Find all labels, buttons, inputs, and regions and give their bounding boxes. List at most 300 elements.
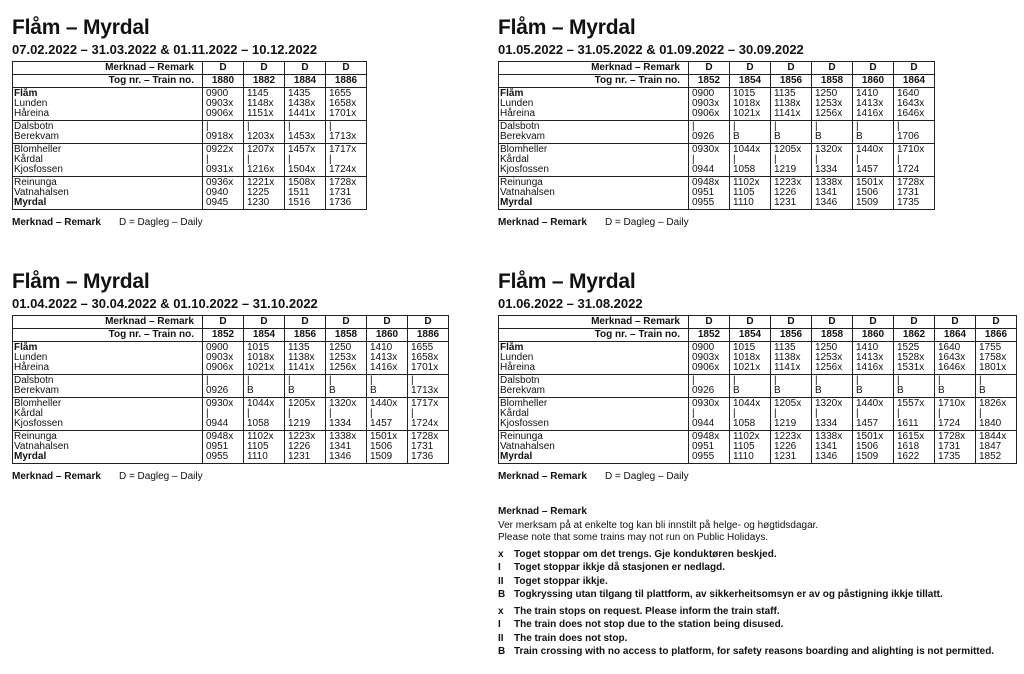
panel-date-range: 01.04.2022 – 30.04.2022 & 01.10.2022 – 31.10.2022: [12, 296, 318, 311]
departure-times: [894, 121, 935, 144]
timetable-panel-winter: [12, 16, 367, 228]
departure-time: 1138x: [774, 352, 801, 363]
departure-time: 1256x: [329, 362, 357, 373]
departure-times: [367, 398, 408, 431]
departure-time: 1701x: [411, 362, 439, 373]
remark-item: [498, 633, 1018, 646]
remark-legend: [498, 471, 1017, 482]
departure-time: 0948x: [692, 431, 720, 442]
train-number: 1860: [367, 329, 408, 342]
departure-time: 1501x: [856, 177, 884, 188]
departure-time: 1341: [329, 441, 352, 452]
departure-time: 1735: [897, 197, 920, 208]
train-number-row: [13, 75, 367, 88]
station-name: Blomheller: [14, 144, 62, 155]
departure-time: 1015: [733, 88, 756, 99]
station-names: [499, 342, 689, 375]
station-group-row: [499, 144, 935, 177]
station-name: Vatnahalsen: [500, 187, 555, 198]
departure-times: [812, 144, 853, 177]
departure-times: [285, 144, 326, 177]
departure-time: |: [815, 121, 818, 132]
station-names: [13, 177, 203, 210]
departure-time: 1728x: [329, 177, 357, 188]
departure-time: 1731: [329, 187, 352, 198]
departure-time: 0906x: [206, 362, 234, 373]
departure-times: [812, 88, 853, 121]
departure-times: [771, 342, 812, 375]
departure-time: 1416x: [856, 362, 884, 373]
station-name: Flåm: [500, 342, 524, 353]
departure-time: 0926: [206, 385, 229, 396]
departure-time: |: [329, 408, 332, 419]
train-number: 1864: [935, 329, 976, 342]
departure-times: [771, 121, 812, 144]
remark-row-label: Merknad – Remark: [13, 316, 203, 329]
departure-time: 1728x: [411, 431, 439, 442]
departure-time: 0951: [692, 187, 715, 198]
departure-time: B: [856, 385, 863, 396]
departure-time: 1226: [774, 187, 797, 198]
station-group-row: [499, 342, 1017, 375]
departure-time: 1501x: [856, 431, 884, 442]
departure-time: 1435: [288, 88, 311, 99]
departure-time: 0903x: [206, 352, 234, 363]
station-name: Lunden: [500, 98, 534, 109]
remark-text: Train crossing with no access to platform, for safety reasons boarding and alighting is not permitted.: [514, 646, 995, 657]
departure-time: 0903x: [692, 98, 720, 109]
departure-time: 1338x: [329, 431, 357, 442]
station-name: Flåm: [500, 88, 524, 99]
station-group-row: [13, 144, 367, 177]
departure-times: [730, 431, 771, 464]
departure-times: [367, 431, 408, 464]
departure-time: |: [206, 408, 209, 419]
remark-symbol: x: [498, 548, 504, 560]
departure-time: |: [411, 375, 414, 386]
departure-times: [689, 177, 730, 210]
station-name: Kjosfossen: [14, 164, 63, 175]
departure-time: 0944: [692, 418, 715, 429]
departure-times: [730, 144, 771, 177]
departure-times: [894, 431, 935, 464]
departure-time: 1338x: [815, 431, 843, 442]
departure-time: 1334: [815, 164, 838, 175]
departure-time: |: [247, 408, 250, 419]
departure-time: 1219: [774, 418, 797, 429]
station-names: [499, 88, 689, 121]
departure-time: B: [370, 385, 377, 396]
departure-time: 1018x: [733, 98, 761, 109]
departure-time: 1110: [247, 451, 268, 462]
departure-time: 1713x: [411, 385, 439, 396]
departure-time: 1145: [247, 88, 269, 99]
departure-time: 0940: [206, 187, 229, 198]
departure-times: [408, 375, 449, 398]
station-group-row: [13, 431, 449, 464]
train-number-label: Tog nr. – Train no.: [13, 329, 203, 342]
departure-time: 0906x: [692, 108, 720, 119]
departure-time: 1207x: [247, 144, 275, 155]
departure-time: 1226: [774, 441, 797, 452]
departure-time: |: [288, 121, 291, 132]
departure-time: 0922x: [206, 144, 234, 155]
departure-time: 1731: [897, 187, 920, 198]
departure-time: 0930x: [692, 398, 720, 409]
departure-time: 1058: [247, 418, 270, 429]
station-name: Kjosfossen: [500, 418, 549, 429]
departure-time: 1640: [938, 342, 961, 353]
remark-legend-daily: D = Dagleg – Daily: [604, 217, 689, 228]
station-name: Myrdal: [14, 451, 47, 462]
departure-time: 1253x: [329, 352, 357, 363]
departure-time: 1138x: [774, 98, 801, 109]
departure-time: 0900: [692, 88, 715, 99]
departure-time: 1105: [247, 441, 269, 452]
departure-time: |: [733, 154, 736, 165]
station-name: Lunden: [14, 352, 48, 363]
departure-time: |: [856, 121, 859, 132]
departure-times: [689, 375, 730, 398]
departure-time: 1728x: [938, 431, 966, 442]
station-group-row: [13, 342, 449, 375]
departure-time: 1223x: [774, 431, 802, 442]
departure-times: [367, 342, 408, 375]
remark-text: The train does not stop.: [514, 632, 628, 644]
station-group-row: [13, 88, 367, 121]
departure-time: 1250: [815, 342, 838, 353]
train-number: 1882: [244, 75, 285, 88]
departure-time: |: [897, 408, 900, 419]
station-name: Dalsbotn: [500, 121, 540, 132]
departure-times: [244, 144, 285, 177]
train-number: 1860: [853, 329, 894, 342]
remark-daily-code: D: [894, 316, 935, 329]
remark-daily-code: D: [408, 316, 449, 329]
departure-time: 1504x: [288, 164, 316, 175]
station-names: [13, 375, 203, 398]
remark-text: The train stops on request. Please inform the train staff.: [514, 605, 780, 617]
remark-daily-code: D: [935, 316, 976, 329]
departure-times: [203, 342, 244, 375]
departure-time: 1758x: [979, 352, 1007, 363]
departure-time: 1110: [733, 197, 754, 208]
remark-row-label: Merknad – Remark: [499, 62, 689, 75]
departure-time: 1413x: [856, 352, 884, 363]
departure-time: 1416x: [370, 362, 398, 373]
departure-times: [285, 88, 326, 121]
departure-time: 1148x: [247, 98, 274, 109]
departure-time: 1701x: [329, 108, 357, 119]
departure-time: 0945: [206, 197, 229, 208]
train-number-label: Tog nr. – Train no.: [499, 329, 689, 342]
remark-legend-label: Merknad – Remark: [12, 471, 101, 482]
departure-time: B: [815, 385, 822, 396]
departure-times: [812, 177, 853, 210]
station-name: Håreina: [500, 362, 536, 373]
departure-times: [326, 88, 367, 121]
station-name: Lunden: [14, 98, 48, 109]
remark-daily-code: D: [689, 62, 730, 75]
station-group-row: [13, 121, 367, 144]
remark-daily-code: D: [771, 316, 812, 329]
departure-time: 1844x: [979, 431, 1007, 442]
departure-time: 1611: [897, 418, 919, 429]
remark-legend-label: Merknad – Remark: [498, 471, 587, 482]
station-name: Reinunga: [14, 177, 57, 188]
departure-times: [689, 431, 730, 464]
remark-symbol: B: [498, 646, 506, 657]
departure-times: [894, 88, 935, 121]
departure-time: 1320x: [815, 398, 843, 409]
train-number: 1852: [203, 329, 244, 342]
departure-time: 0955: [206, 451, 229, 462]
remark-daily-code: D: [853, 62, 894, 75]
departure-time: 1346: [329, 451, 352, 462]
panel-title: Flåm – Myrdal: [498, 270, 636, 293]
train-number: 1854: [244, 329, 285, 342]
departure-time: B: [247, 385, 254, 396]
station-names: [499, 431, 689, 464]
departure-time: |: [774, 408, 777, 419]
station-name: Kårdal: [14, 408, 43, 419]
station-group-row: [499, 88, 935, 121]
departure-times: [853, 431, 894, 464]
departure-time: 1655: [411, 342, 434, 353]
remark-daily-code: D: [367, 316, 408, 329]
departure-time: |: [938, 375, 941, 386]
departure-times: [203, 431, 244, 464]
departure-time: B: [288, 385, 295, 396]
departure-time: |: [774, 121, 777, 132]
departure-time: 1138x: [288, 352, 315, 363]
remark-symbol: x: [498, 605, 504, 617]
remark-daily-code: D: [285, 316, 326, 329]
departure-time: 1847: [979, 441, 1002, 452]
station-name: Kjosfossen: [500, 164, 549, 175]
departure-time: 1413x: [856, 98, 884, 109]
departure-time: 1338x: [815, 177, 843, 188]
departure-time: 1256x: [815, 108, 843, 119]
departure-times: [244, 177, 285, 210]
station-name: Reinunga: [500, 177, 543, 188]
departure-time: 1250: [329, 342, 352, 353]
departure-time: |: [329, 154, 332, 165]
remark-daily-code: D: [689, 316, 730, 329]
departure-time: 1717x: [329, 144, 357, 155]
departure-time: 0903x: [206, 98, 234, 109]
departure-times: [326, 398, 367, 431]
station-name: Myrdal: [500, 197, 533, 208]
departure-time: 1506: [856, 441, 879, 452]
departure-time: 1044x: [733, 398, 761, 409]
station-name: Håreina: [14, 108, 50, 119]
departure-times: [812, 398, 853, 431]
departure-time: B: [938, 385, 945, 396]
departure-time: 0948x: [692, 177, 720, 188]
departure-time: 1710x: [897, 144, 925, 155]
station-group-row: [13, 398, 449, 431]
departure-time: B: [774, 385, 781, 396]
station-names: [13, 121, 203, 144]
remark-row-label: Merknad – Remark: [13, 62, 203, 75]
station-name: Reinunga: [14, 431, 57, 442]
departure-time: 1438x: [288, 98, 316, 109]
departure-times: [203, 144, 244, 177]
departure-time: 1223x: [774, 177, 802, 188]
departure-time: 1724x: [411, 418, 439, 429]
remark-legend: [498, 217, 935, 228]
remark-item: [498, 619, 1018, 632]
remark-row-label: Merknad – Remark: [499, 316, 689, 329]
remarks-note-no: Ver merksam på at enkelte tog kan bli innstilt på helge- og høgtidsdagar.: [498, 519, 819, 531]
timetable-table: [12, 315, 449, 464]
departure-times: [812, 121, 853, 144]
departure-time: |: [733, 408, 736, 419]
train-number: 1886: [326, 75, 367, 88]
station-name: Dalsbotn: [500, 375, 540, 386]
departure-time: 1724: [938, 418, 961, 429]
train-number: 1854: [730, 75, 771, 88]
station-group-row: [499, 431, 1017, 464]
departure-times: [285, 375, 326, 398]
remark-text: Toget stoppar ikkje.: [514, 575, 608, 587]
departure-time: 1525: [897, 342, 920, 353]
departure-time: |: [815, 375, 818, 386]
departure-time: 1320x: [815, 144, 843, 155]
train-number: 1864: [894, 75, 935, 88]
departure-time: 0926: [692, 131, 715, 142]
departure-time: 1135: [774, 88, 796, 99]
departure-time: 1840: [979, 418, 1002, 429]
train-number: 1852: [689, 75, 730, 88]
station-name: Berekvam: [500, 385, 546, 396]
departure-time: 1453x: [288, 131, 316, 142]
remark-daily-code: D: [244, 62, 285, 75]
departure-times: [976, 431, 1017, 464]
departure-times: [812, 375, 853, 398]
departure-time: 1015: [247, 342, 270, 353]
departure-time: |: [411, 408, 414, 419]
departure-time: 1250: [815, 88, 838, 99]
station-group-row: [499, 121, 935, 144]
remarks-section: [498, 506, 1018, 659]
station-group-row: [499, 375, 1017, 398]
departure-time: 1219: [288, 418, 311, 429]
remark-text: The train does not stop due to the station being disused.: [514, 619, 784, 630]
train-number: 1886: [408, 329, 449, 342]
departure-times: [244, 431, 285, 464]
departure-time: 1640: [897, 88, 920, 99]
departure-time: 1457x: [288, 144, 316, 155]
departure-time: 0951: [206, 441, 229, 452]
departure-time: 1658x: [411, 352, 439, 363]
remark-symbol: I: [498, 562, 501, 573]
departure-times: [326, 144, 367, 177]
departure-time: 1231: [774, 197, 797, 208]
departure-times: [894, 375, 935, 398]
timetable-panel-summer: [498, 270, 1017, 482]
departure-time: 1501x: [370, 431, 398, 442]
station-group-row: [13, 177, 367, 210]
remark-row: [13, 316, 449, 329]
departure-times: [894, 398, 935, 431]
timetable-panel-may-sep: [498, 16, 935, 228]
station-name: Berekvam: [14, 131, 60, 142]
departure-time: 1044x: [733, 144, 761, 155]
departure-time: |: [856, 375, 859, 386]
departure-time: 1728x: [897, 177, 925, 188]
departure-time: 0951: [692, 441, 715, 452]
departure-time: 1253x: [815, 352, 843, 363]
departure-time: B: [329, 385, 336, 396]
departure-time: 1557x: [897, 398, 925, 409]
departure-time: 1410: [856, 88, 879, 99]
remark-daily-code: D: [326, 316, 367, 329]
departure-time: |: [815, 154, 818, 165]
train-number: 1860: [853, 75, 894, 88]
remark-daily-code: D: [203, 316, 244, 329]
departure-time: |: [774, 154, 777, 165]
departure-time: 0900: [206, 88, 229, 99]
departure-time: 1221x: [247, 177, 275, 188]
departure-time: 1141x: [774, 108, 801, 119]
train-number-row: [13, 329, 449, 342]
station-group-row: [499, 177, 935, 210]
departure-time: 1457: [856, 164, 879, 175]
departure-time: |: [897, 154, 900, 165]
departure-time: 1755: [979, 342, 1002, 353]
departure-time: 1219: [774, 164, 797, 175]
remark-legend: [12, 471, 449, 482]
remarks-heading: Merknad – Remark: [498, 506, 587, 517]
train-number: 1858: [326, 329, 367, 342]
departure-time: 1231: [774, 451, 797, 462]
departure-time: 1021x: [733, 108, 761, 119]
departure-time: 1646x: [938, 362, 966, 373]
departure-time: 1724x: [329, 164, 357, 175]
remark-text: Togkryssing utan tilgang til plattform, av sikkerheitsomsyn er av og påstigning ikkje tillatt.: [514, 589, 943, 600]
train-number-label: Tog nr. – Train no.: [499, 75, 689, 88]
departure-times: [285, 121, 326, 144]
departure-times: [203, 398, 244, 431]
station-names: [499, 398, 689, 431]
train-number: 1856: [771, 329, 812, 342]
departure-time: |: [288, 375, 291, 386]
train-number: 1856: [771, 75, 812, 88]
station-name: Flåm: [14, 88, 38, 99]
remark-symbol: II: [498, 632, 504, 644]
departure-times: [689, 342, 730, 375]
remark-symbol: II: [498, 575, 504, 587]
departure-times: [730, 375, 771, 398]
station-name: Berekvam: [500, 131, 546, 142]
departure-times: [976, 398, 1017, 431]
timetable-table: [498, 315, 1017, 464]
station-names: [499, 375, 689, 398]
departure-time: 1735: [938, 451, 961, 462]
departure-times: [771, 431, 812, 464]
departure-times: [894, 177, 935, 210]
station-group-row: [13, 375, 449, 398]
departure-times: [771, 177, 812, 210]
panel-date-range: 07.02.2022 – 31.03.2022 & 01.11.2022 – 10.12.2022: [12, 42, 318, 57]
departure-times: [244, 398, 285, 431]
departure-time: |: [247, 121, 250, 132]
departure-times: [203, 121, 244, 144]
departure-time: 1044x: [247, 398, 275, 409]
remark-legend-daily: D = Dagleg – Daily: [118, 217, 203, 228]
